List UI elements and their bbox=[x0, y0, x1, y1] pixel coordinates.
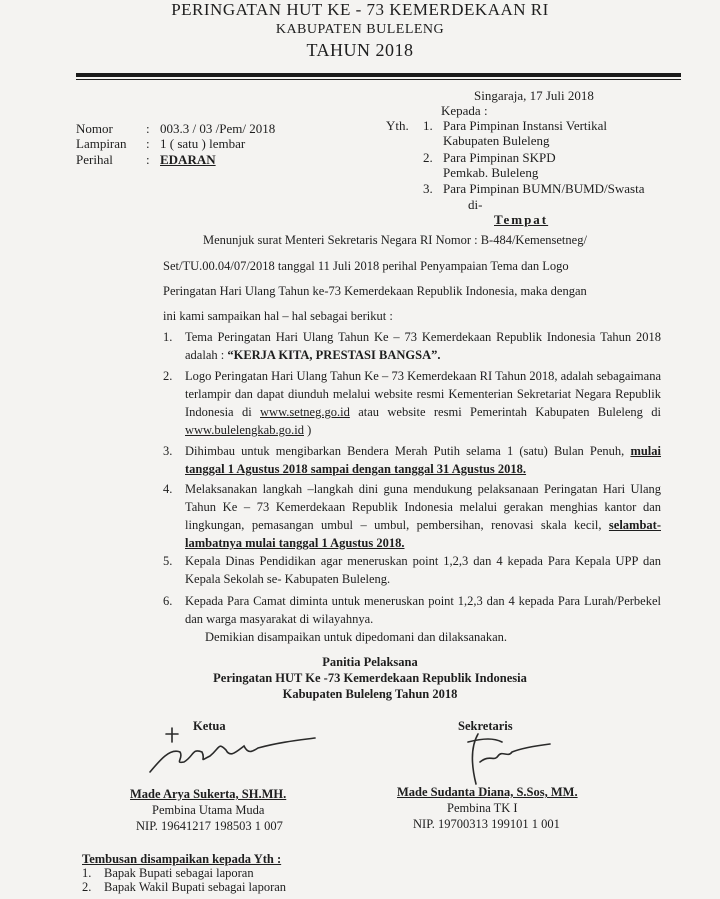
recipient-2-num: 2. bbox=[423, 150, 433, 165]
perihal-value: EDARAN bbox=[160, 152, 216, 167]
perihal-label: Perihal bbox=[76, 152, 113, 167]
header-rule-thin bbox=[76, 79, 681, 80]
point-5-text: Kepala Dinas Pendidikan agar meneruskan point 1,2,3 dan 4 kepada Para Kepala UPP dan Kepala Sekolah se- Kabupaten Buleleng. bbox=[185, 554, 661, 586]
point-1-text: Tema Peringatan Hari Ulang Tahun Ke – 73 Kemerdekaan Republik Indonesia Tahun 2018 adalah : bbox=[185, 330, 661, 362]
lampiran-label: Lampiran bbox=[76, 136, 127, 151]
committee-line-3: Kabupaten Buleleng Tahun 2018 bbox=[282, 687, 458, 701]
header-line-3: TAHUN 2018 bbox=[306, 40, 414, 60]
header-line-2: KABUPATEN BULELENG bbox=[275, 22, 445, 37]
committee-line-1: Panitia Pelaksana bbox=[322, 655, 418, 669]
intro-line-3: Peringatan Hari Ulang Tahun ke-73 Kemerdekaan Republik Indonesia, maka dengan bbox=[163, 284, 587, 298]
right-signer-name: Made Sudanta Diana, S.Sos, MM. bbox=[397, 785, 578, 799]
lampiran-colon: : bbox=[146, 136, 150, 151]
yth-label: Yth. bbox=[386, 118, 409, 133]
point-5-num: 5. bbox=[163, 554, 173, 568]
point-2-text-c: ) bbox=[303, 423, 312, 437]
di-label: di- bbox=[468, 197, 483, 212]
list-item bbox=[163, 442, 663, 478]
bulelengkab-link[interactable]: www.bulelengkab.go.id bbox=[185, 423, 304, 437]
tembusan-2-num: 2. bbox=[82, 880, 92, 894]
left-signature bbox=[140, 712, 320, 782]
recipient-1-num: 1. bbox=[423, 118, 433, 133]
point-2-text-b: atau website resmi Pemerintah Kabupaten Buleleng di bbox=[349, 405, 661, 419]
point-4-deadline: selambat-lambatnya mulai tanggal 1 Agustus 2018. bbox=[185, 518, 661, 550]
point-3-text: Dihimbau untuk mengibarkan Bendera Merah Putih selama 1 (satu) Bulan Penuh, bbox=[185, 444, 631, 458]
list-item bbox=[163, 592, 663, 628]
point-6-num: 6. bbox=[163, 594, 173, 608]
point-1-num: 1. bbox=[163, 330, 173, 344]
left-signer-rank: Pembina Utama Muda bbox=[152, 803, 265, 817]
point-3-dates: mulai tanggal 1 Agustus 2018 sampai dengan tanggal 31 Agustus 2018. bbox=[185, 444, 661, 476]
intro-line-1: Menunjuk surat Menteri Sekretaris Negara RI Nomor : B-484/Kemensetneg/ bbox=[203, 233, 587, 247]
header-line-1: PERINGATAN HUT KE - 73 KEMERDEKAAN RI bbox=[171, 0, 549, 19]
place-date: Singaraja, 17 Juli 2018 bbox=[474, 88, 594, 103]
recipient-1-line1: Para Pimpinan Instansi Vertikal bbox=[443, 118, 608, 133]
lampiran-value: 1 ( satu ) lembar bbox=[160, 136, 246, 151]
intro-line-4: ini kami sampaikan hal – hal sebagai berikut : bbox=[163, 309, 393, 323]
closing-text: Demikian disampaikan untuk dipedomani dan dilaksanakan. bbox=[205, 630, 508, 644]
right-signer-rank: Pembina TK I bbox=[447, 801, 518, 815]
nomor-colon: : bbox=[146, 121, 150, 136]
point-1-theme: “KERJA KITA, PRESTASI BANGSA”. bbox=[227, 348, 441, 362]
point-2-text: Logo Peringatan Hari Ulang Tahun Ke – 73 Kemerdekaan RI Tahun 2018, adalah sebagaimana terlampir dan dapat diunduh melalui website resmi Kementerian Sekretariat Negara Republik Indonesia di bbox=[185, 369, 661, 419]
left-signer-role: Ketua bbox=[193, 719, 226, 733]
tembusan-1-num: 1. bbox=[82, 866, 92, 880]
point-2-num: 2. bbox=[163, 369, 173, 383]
recipient-2-line1: Para Pimpinan SKPD bbox=[443, 150, 556, 165]
right-signer-role: Sekretaris bbox=[458, 719, 513, 733]
point-4-num: 4. bbox=[163, 482, 173, 496]
list-item bbox=[163, 367, 663, 439]
nomor-value: 003.3 / 03 /Pem/ 2018 bbox=[160, 121, 276, 136]
point-3-num: 3. bbox=[163, 444, 173, 458]
left-signer-name: Made Arya Sukerta, SH.MH. bbox=[130, 787, 287, 801]
tembusan-2-text: Bapak Wakil Bupati sebagai laporan bbox=[104, 880, 287, 894]
right-signature bbox=[450, 728, 560, 788]
list-item bbox=[163, 480, 663, 552]
header-rule-thick bbox=[76, 73, 681, 77]
point-4-text: Melaksanakan langkah –langkah dini guna mendukung pelaksanaan Peringatan Hari Ulang Tahun Ke – 73 Kemerdekaan Republik Indonesia melalui gerakan menghias kantor dan lingkungan, pemasangan umbul – umbul, pembersihan, renovasi skala kecil, bbox=[185, 482, 661, 532]
recipient-2-line2: Pemkab. Buleleng bbox=[443, 165, 539, 180]
kepada-label: Kepada : bbox=[441, 103, 488, 118]
recipient-3-line1: Para Pimpinan BUMN/BUMD/Swasta bbox=[443, 181, 645, 196]
list-item bbox=[163, 552, 663, 588]
point-6-text: Kepada Para Camat diminta untuk meneruskan point 1,2,3 dan 4 kepada Para Lurah/Perbekel dan warga masyarakat di wilayahnya. bbox=[185, 594, 661, 626]
left-signer-nip: NIP. 19641217 198503 1 007 bbox=[136, 819, 283, 833]
tembusan-1-text: Bapak Bupati sebagai laporan bbox=[104, 866, 254, 880]
recipient-1-line2: Kabupaten Buleleng bbox=[443, 133, 550, 148]
tembusan-title: Tembusan disampaikan kepada Yth : bbox=[82, 852, 282, 866]
nomor-label: Nomor bbox=[76, 121, 113, 136]
tempat-label: Tempat bbox=[494, 212, 549, 227]
setneg-link[interactable]: www.setneg.go.id bbox=[260, 405, 350, 419]
perihal-colon: : bbox=[146, 152, 150, 167]
list-item bbox=[163, 328, 663, 364]
right-signer-nip: NIP. 19700313 199101 1 001 bbox=[413, 817, 560, 831]
recipient-3-num: 3. bbox=[423, 181, 433, 196]
committee-line-2: Peringatan HUT Ke -73 Kemerdekaan Republik Indonesia bbox=[213, 671, 527, 685]
intro-line-2: Set/TU.00.04/07/2018 tanggal 11 Juli 2018 perihal Penyampaian Tema dan Logo bbox=[163, 259, 569, 273]
